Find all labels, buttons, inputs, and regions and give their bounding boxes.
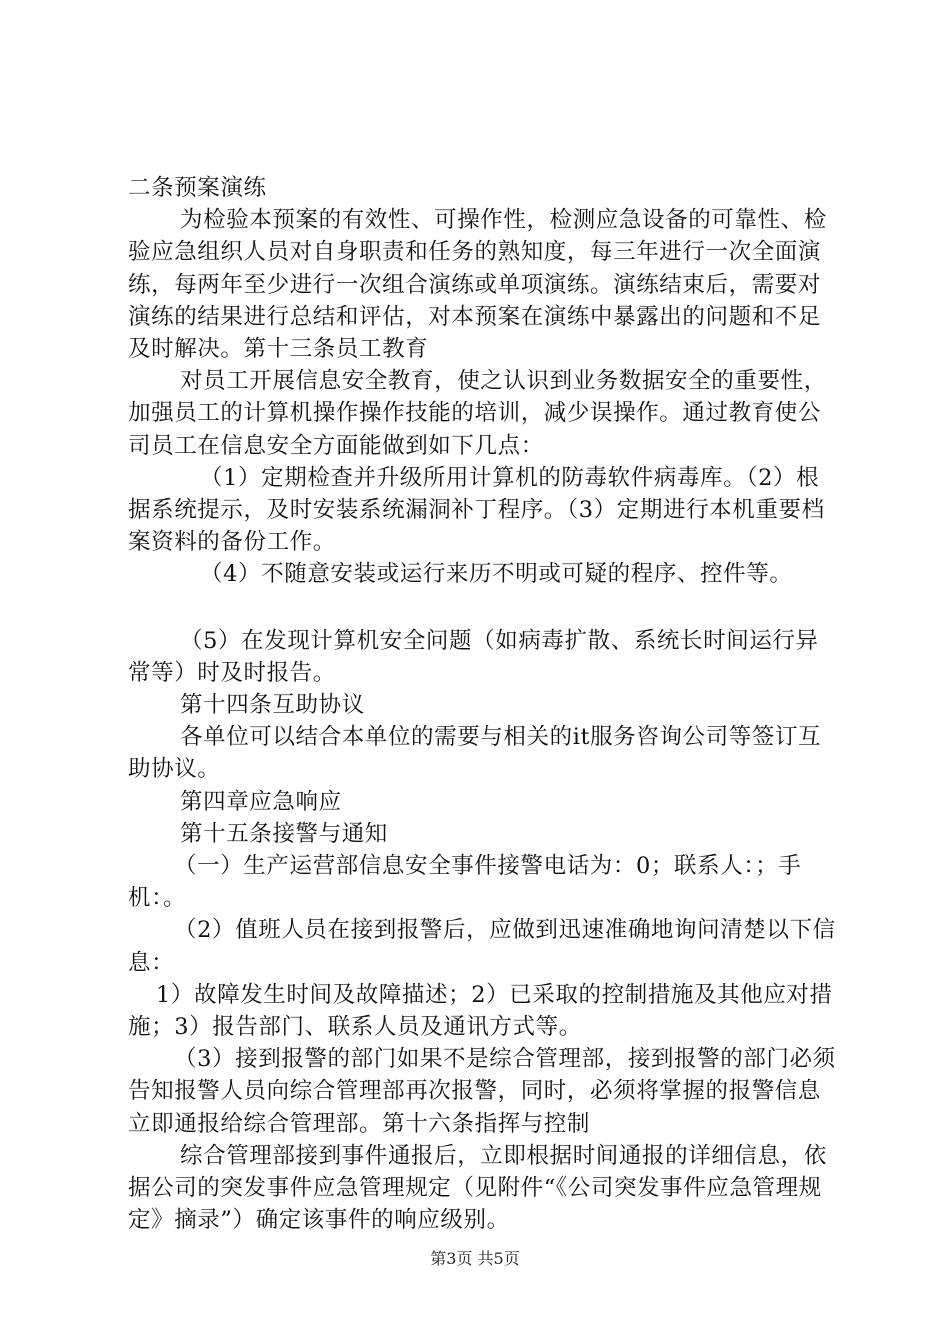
section-heading: 第十五条接警与通知 bbox=[180, 820, 388, 847]
page-footer: 第3页 共5页 bbox=[430, 1249, 520, 1268]
document-body bbox=[128, 172, 840, 1237]
list-paragraph: （3）接到报警的部门如果不是综合管理部，接到报警的部门必须告知报警人员向综合管理部再次报警，同时，必须将掌握的报警信息立即通报给综合管理部。第十六条指挥与控制 bbox=[128, 1046, 836, 1137]
list-paragraph: （5）在发现计算机安全问题（如病毒扩散、系统长时间运行异常等）时及时报告。 bbox=[128, 627, 819, 686]
section-heading: 二条预案演练 bbox=[128, 175, 267, 201]
paragraph: 各单位可以结合本单位的需要与相关的it服务咨询公司等签订互助协议。 bbox=[128, 724, 822, 783]
list-paragraph: （4）不随意安装或运行来历不明或可疑的程序、控件等。 bbox=[200, 561, 793, 588]
list-paragraph: （1）定期检查并升级所用计算机的防毒软件病毒库。（2）根据系统提示，及时安装系统漏洞补丁程序。（3）定期进行本机重要档案资料的备份工作。 bbox=[128, 464, 825, 556]
section-heading: 第十四条互助协议 bbox=[180, 692, 365, 719]
chapter-heading: 第四章应急响应 bbox=[180, 788, 342, 815]
list-paragraph: 1）故障发生时间及故障描述；2）已采取的控制措施及其他应对措施；3）报告部门、联系人员及通讯方式等。 bbox=[128, 981, 833, 1041]
paragraph: 综合管理部接到事件通报后，立即根据时间通报的详细信息，依据公司的突发事件应急管理规定（见附件“《公司突发事件应急管理规定》摘录”）确定该事件的响应级别。 bbox=[128, 1142, 827, 1234]
list-paragraph: （2）值班人员在接到报警后，应做到迅速准确地询问清楚以下信息： bbox=[128, 917, 836, 976]
list-paragraph: （一）生产运营部信息安全事件接警电话为：0；联系人：；手机：。 bbox=[128, 853, 802, 912]
paragraph: 为检验本预案的有效性、可操作性，检测应急设备的可靠性、检验应急组织人员对自身职责和任务的熟知度，每三年进行一次全面演练，每两年至少进行一次组合演练或单项演练。演练结束后，需要对演练的结果进行总结和评估，对本预案在演练中暴露出的问题和不足及时解决。第十三条员工教育 bbox=[128, 207, 827, 363]
paragraph: 对员工开展信息安全教育，使之认识到业务数据安全的重要性，加强员工的计算机操作操作技能的培训，减少误操作。通过教育使公司员工在信息安全方面能做到如下几点： bbox=[128, 368, 827, 459]
blank-line bbox=[128, 591, 840, 625]
